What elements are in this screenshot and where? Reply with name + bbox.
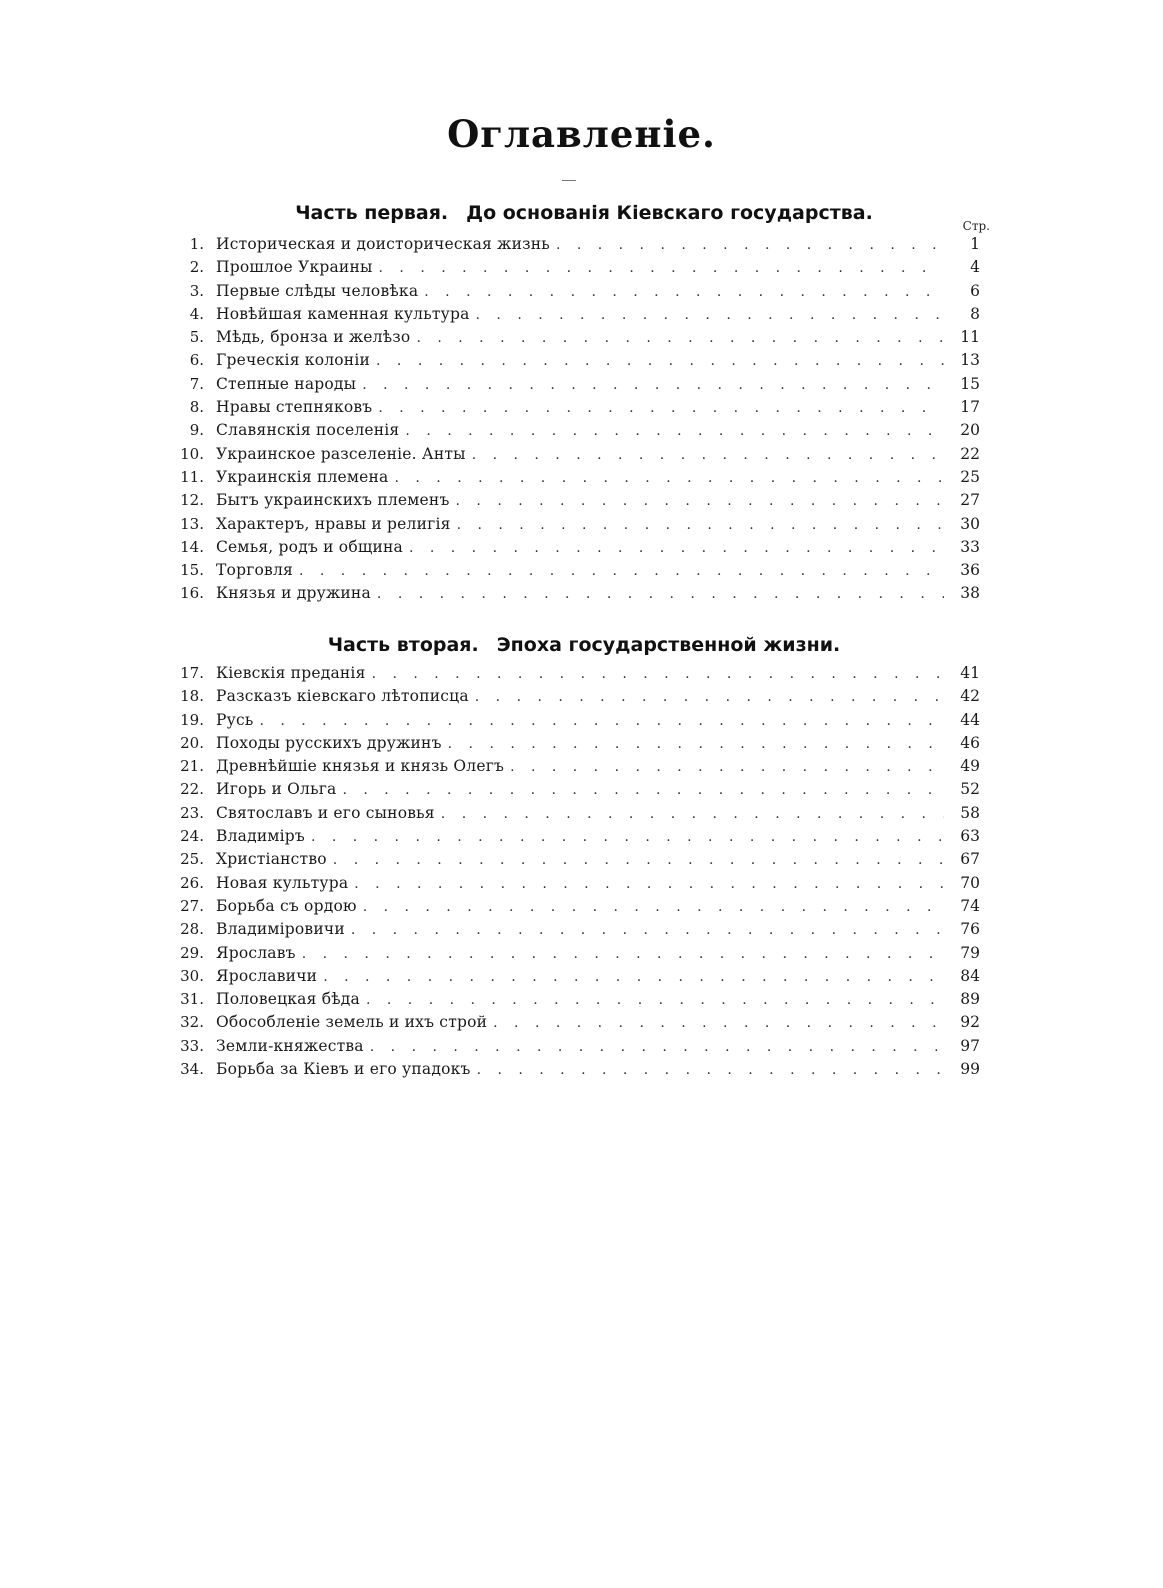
dot-leader xyxy=(354,876,944,892)
toc-entry-number: 13. xyxy=(180,514,204,533)
toc-entry-title: Кіевскія преданія xyxy=(216,664,366,682)
toc-entry xyxy=(170,515,980,538)
toc-entry-title: Греческія колоніи xyxy=(216,351,371,370)
toc-entry-number: 18. xyxy=(180,687,204,706)
toc-entry-title: Мѣдь, бронза и желѣзо xyxy=(216,328,411,347)
toc-entry-title: Земли-княжества xyxy=(216,1036,364,1055)
dot-leader xyxy=(372,666,944,682)
toc-entry-number: 17. xyxy=(180,664,204,682)
toc-entry-number: 24. xyxy=(180,827,204,846)
toc-entry-number: 29. xyxy=(180,943,204,962)
toc-entry-number: 4. xyxy=(189,304,204,323)
toc-entry-title: Владиміръ xyxy=(216,827,305,846)
dot-leader xyxy=(323,969,944,985)
toc-entry-number: 20. xyxy=(180,733,204,752)
toc-entry-number: 25. xyxy=(180,850,204,869)
toc-entry-title: Новѣйшая каменная культура xyxy=(216,304,470,323)
dot-leader xyxy=(333,852,944,868)
toc-entry-number: 26. xyxy=(180,873,204,892)
part-two-label: Часть вторая. xyxy=(327,634,479,656)
toc-entry xyxy=(170,305,980,328)
toc-entry-page: 63 xyxy=(960,827,980,846)
dot-leader xyxy=(370,1039,944,1055)
toc-entry xyxy=(170,944,980,967)
toc-entry-page: 1 xyxy=(970,235,980,253)
toc-entry xyxy=(170,1037,980,1060)
dot-leader xyxy=(556,237,944,253)
toc-entry-number: 15. xyxy=(180,561,204,580)
dot-leader xyxy=(416,330,944,346)
toc-entry-page: 92 xyxy=(960,1013,980,1032)
toc-entry xyxy=(170,351,980,374)
dot-leader xyxy=(259,713,944,729)
toc-entry-title: Степные народы xyxy=(216,374,357,393)
toc-entry-page: 74 xyxy=(960,896,980,915)
dot-leader xyxy=(342,782,944,798)
dot-leader xyxy=(362,377,944,393)
toc-entry xyxy=(170,282,980,305)
toc-entry-page: 70 xyxy=(960,873,980,892)
toc-entry-number: 21. xyxy=(180,757,204,776)
toc-entry xyxy=(170,734,980,757)
dot-leader xyxy=(363,899,944,915)
toc-entry-page: 42 xyxy=(960,687,980,706)
toc-entry-page: 4 xyxy=(970,258,980,277)
dot-leader xyxy=(395,470,945,486)
part-one-label: Часть первая. xyxy=(295,202,449,224)
toc-entry-page: 46 xyxy=(960,733,980,752)
toc-entry-page: 33 xyxy=(960,537,980,556)
dot-leader xyxy=(366,992,944,1008)
toc-entry-title: Украинское разселеніе. Анты xyxy=(216,444,466,463)
toc-entry-title: Половецкая бѣда xyxy=(216,990,360,1009)
toc-entry-number: 10. xyxy=(180,444,204,463)
toc-entry-page: 52 xyxy=(960,780,980,799)
dot-leader xyxy=(475,689,944,705)
toc-entry-number: 16. xyxy=(180,584,204,603)
toc-entry-number: 32. xyxy=(180,1013,204,1032)
toc-entry xyxy=(170,780,980,803)
toc-entry-number: 5. xyxy=(189,328,204,347)
toc-entry-title: Святославъ и его сыновья xyxy=(216,803,435,822)
toc-entry-title: Первые слѣды человѣка xyxy=(216,281,419,300)
dot-leader xyxy=(510,759,944,775)
dot-leader xyxy=(377,586,944,602)
toc-entry-title: Русь xyxy=(216,710,254,729)
dot-leader xyxy=(302,946,944,962)
toc-entry xyxy=(170,445,980,468)
toc-entry xyxy=(170,421,980,444)
toc-entry-number: 31. xyxy=(180,990,204,1009)
toc-entry-title: Князья и дружина xyxy=(216,584,371,603)
toc-entry-page: 13 xyxy=(960,351,980,370)
toc-entry-page: 36 xyxy=(960,561,980,580)
toc-entry xyxy=(170,375,980,398)
toc-entry xyxy=(170,258,980,281)
dot-leader xyxy=(448,736,944,752)
dot-leader xyxy=(493,1015,944,1031)
part-two-title: Эпоха государственной жизни. xyxy=(496,634,841,656)
toc-entry-number: 12. xyxy=(180,491,204,510)
toc-entry-title: Походы русскихъ дружинъ xyxy=(216,733,442,752)
toc-entry xyxy=(170,1013,980,1036)
toc-entry-number: 1. xyxy=(189,235,204,253)
toc-entry xyxy=(170,990,980,1013)
toc-entry xyxy=(170,804,980,827)
toc-entry xyxy=(170,687,980,710)
toc-entry-number: 11. xyxy=(180,467,204,486)
toc-entry-page: 97 xyxy=(960,1036,980,1055)
page-column-label: Стр. xyxy=(962,219,990,233)
dot-leader xyxy=(409,540,944,556)
toc-entry-title: Борьба съ ордою xyxy=(216,896,357,915)
toc-entry xyxy=(170,827,980,850)
toc-entry-number: 9. xyxy=(189,421,204,440)
toc-entry-title: Характеръ, нравы и религія xyxy=(216,514,451,533)
toc-entry-title: Торговля xyxy=(216,561,293,580)
part-one-heading xyxy=(170,202,998,224)
toc-entry-page: 8 xyxy=(970,304,980,323)
toc-entry-title: Игорь и Ольга xyxy=(216,780,337,799)
toc-entry-title: Древнѣйшіе князья и князь Олегъ xyxy=(216,757,505,776)
toc-entry-page: 22 xyxy=(960,444,980,463)
toc-entry-number: 28. xyxy=(180,920,204,939)
dot-leader xyxy=(311,829,944,845)
toc-entry-number: 30. xyxy=(180,966,204,985)
toc-entry xyxy=(170,561,980,584)
toc-entry-title: Новая культура xyxy=(216,873,349,892)
toc-entry-page: 11 xyxy=(960,328,980,347)
toc-entry-title: Ярославъ xyxy=(216,943,296,962)
toc-entry-page: 41 xyxy=(960,664,980,682)
toc-entry-page: 38 xyxy=(960,584,980,603)
toc-entry-page: 27 xyxy=(960,491,980,510)
toc-entry-page: 49 xyxy=(960,757,980,776)
toc-entry-page: 30 xyxy=(960,514,980,533)
dot-leader xyxy=(472,447,944,463)
dot-leader xyxy=(477,1062,944,1078)
dot-leader xyxy=(405,423,944,439)
toc-entry-page: 99 xyxy=(960,1060,980,1079)
toc-entry-number: 34. xyxy=(180,1060,204,1079)
toc-entry-page: 67 xyxy=(960,850,980,869)
toc-entry xyxy=(170,584,980,607)
toc-entry-title: Разсказъ кіевскаго лѣтописца xyxy=(216,687,469,706)
toc-entry-page: 79 xyxy=(960,943,980,962)
dot-leader xyxy=(299,563,944,579)
toc-entry-page: 84 xyxy=(960,966,980,985)
toc-entry-title: Христіанство xyxy=(216,850,327,869)
toc-entry xyxy=(170,468,980,491)
toc-entry-page: 17 xyxy=(960,398,980,417)
dot-leader xyxy=(476,307,944,323)
toc-entry-number: 7. xyxy=(189,374,204,393)
toc-entry xyxy=(170,711,980,734)
toc-entry-title: Бытъ украинскихъ племенъ xyxy=(216,491,450,510)
toc-entry-page: 58 xyxy=(960,803,980,822)
part-two-toc xyxy=(170,664,980,1083)
toc-entry xyxy=(170,967,980,990)
toc-entry-page: 44 xyxy=(960,710,980,729)
toc-entry-title: Семья, родъ и община xyxy=(216,537,403,556)
toc-entry-page: 76 xyxy=(960,920,980,939)
toc-entry xyxy=(170,538,980,561)
dot-leader xyxy=(441,806,944,822)
toc-entry-title: Нравы степняковъ xyxy=(216,398,373,417)
toc-entry xyxy=(170,1060,980,1083)
toc-entry-title: Обособленіе земель и ихъ строй xyxy=(216,1013,488,1032)
dot-leader xyxy=(351,922,944,938)
dot-leader xyxy=(379,260,944,276)
part-one-toc xyxy=(170,235,980,608)
toc-entry-title: Ярославичи xyxy=(216,966,318,985)
toc-entry xyxy=(170,874,980,897)
toc-entry xyxy=(170,235,980,258)
toc-entry-number: 23. xyxy=(180,803,204,822)
toc-entry xyxy=(170,897,980,920)
dot-leader xyxy=(378,400,944,416)
toc-entry-page: 89 xyxy=(960,990,980,1009)
page-title: Оглавленіе. xyxy=(447,112,716,156)
toc-entry-title: Украинскія племена xyxy=(216,467,389,486)
toc-entry-number: 3. xyxy=(189,281,204,300)
toc-entry-number: 6. xyxy=(189,351,204,370)
part-two-heading xyxy=(170,634,998,656)
toc-entry-page: 25 xyxy=(960,467,980,486)
toc-entry-title: Владиміровичи xyxy=(216,920,345,939)
toc-entry xyxy=(170,850,980,873)
toc-entry-number: 27. xyxy=(180,896,204,915)
toc-entry-title: Борьба за Кіевъ и его упадокъ xyxy=(216,1060,471,1079)
dot-leader xyxy=(424,284,944,300)
toc-entry xyxy=(170,664,980,687)
toc-entry-page: 15 xyxy=(960,374,980,393)
dot-leader xyxy=(456,493,944,509)
toc-entry-number: 22. xyxy=(180,780,204,799)
toc-entry-number: 14. xyxy=(180,537,204,556)
toc-entry-number: 19. xyxy=(180,710,204,729)
toc-entry-number: 33. xyxy=(180,1036,204,1055)
toc-entry-title: Прошлое Украины xyxy=(216,258,373,277)
toc-entry xyxy=(170,920,980,943)
toc-entry xyxy=(170,398,980,421)
dot-leader xyxy=(457,517,944,533)
toc-entry-page: 6 xyxy=(970,281,980,300)
toc-entry-number: 2. xyxy=(189,258,204,277)
part-one-title: До основанія Кіевскаго государства. xyxy=(466,202,873,224)
toc-entry-title: Историческая и доисторическая жизнь xyxy=(216,235,550,253)
toc-entry xyxy=(170,328,980,351)
toc-entry xyxy=(170,491,980,514)
title-rule xyxy=(562,180,576,181)
toc-entry xyxy=(170,757,980,780)
toc-entry-title: Славянскія поселенія xyxy=(216,421,400,440)
toc-entry-number: 8. xyxy=(189,398,204,417)
dot-leader xyxy=(376,353,944,369)
toc-entry-page: 20 xyxy=(960,421,980,440)
